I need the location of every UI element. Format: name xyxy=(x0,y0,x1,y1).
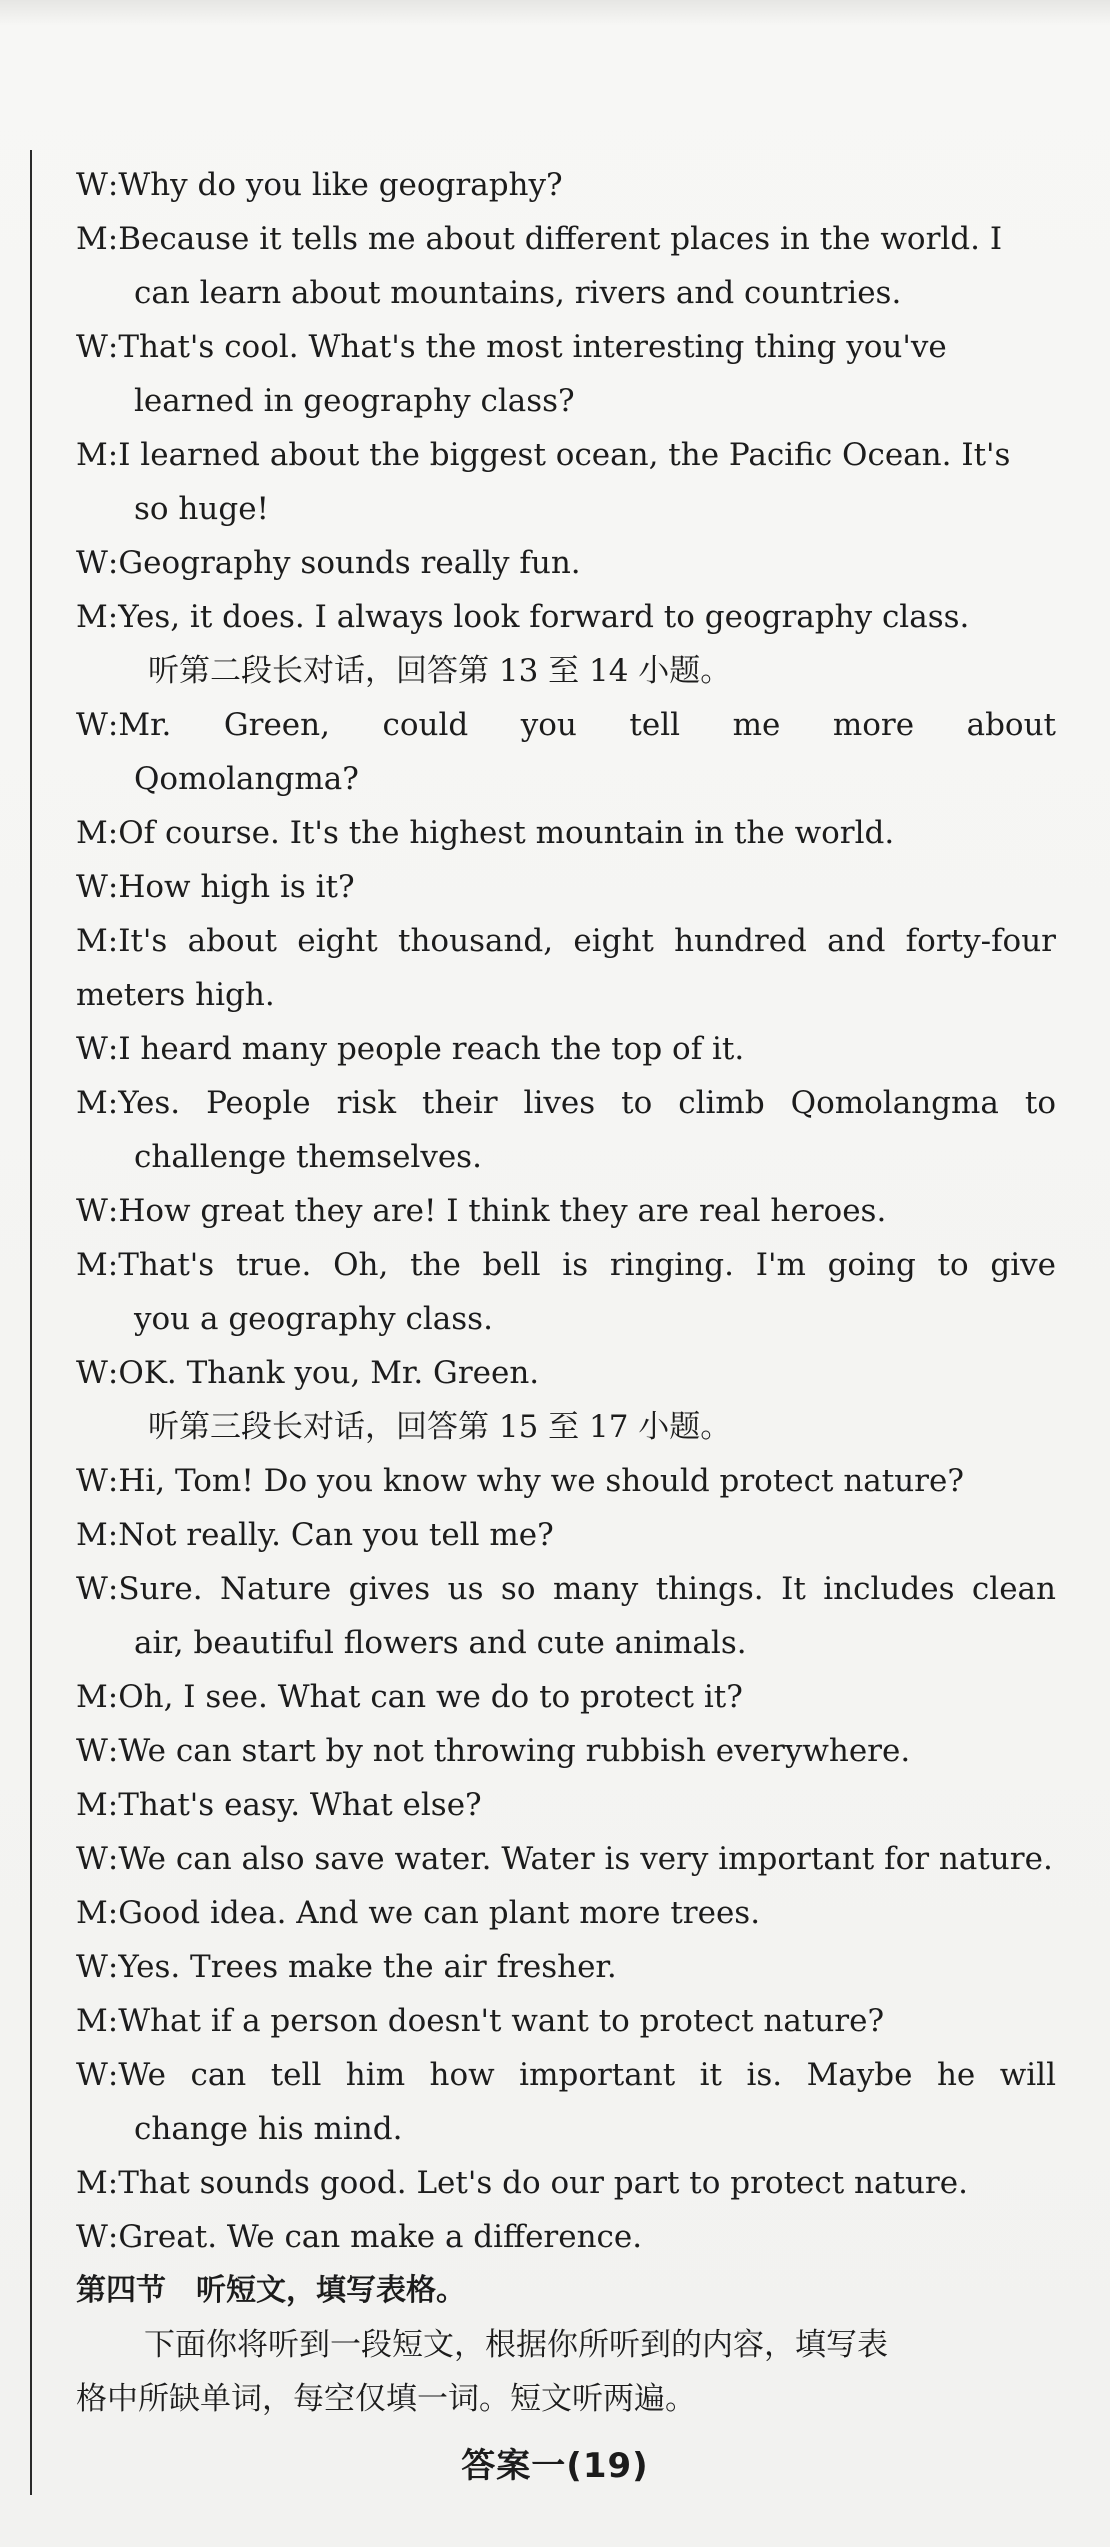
speaker-colon: : xyxy=(107,2219,119,2255)
speaker-label: W xyxy=(76,329,108,365)
dialog-line xyxy=(76,320,1056,374)
speaker-colon: : xyxy=(107,2165,119,2201)
listening-transcript xyxy=(76,158,1056,2264)
speaker-label: M xyxy=(76,1787,108,1823)
dialog-text: We can start by not throwing rubbish everywhere. xyxy=(118,1733,911,1769)
dialog-text: Because it tells me about different places in the world. I xyxy=(118,221,1003,257)
dialog-text: Yes. Trees make the air fresher. xyxy=(118,1949,617,1985)
speaker-label: M xyxy=(76,1895,108,1931)
dialog-text: Yes, it does. I always look forward to geography class. xyxy=(118,599,970,635)
speaker-label: W xyxy=(76,1193,108,1229)
directions-line-2: 格中所缺单词，每空仅填一词。短文听两遍。 xyxy=(76,2381,696,2417)
speaker-colon: : xyxy=(107,545,119,581)
speaker-label: W xyxy=(76,545,108,581)
dialog-text: That's cool. What's the most interesting thing you've xyxy=(118,329,947,365)
speaker-label: M xyxy=(76,221,108,257)
dialog-text: Geography sounds really fun. xyxy=(118,545,581,581)
speaker-colon: : xyxy=(107,1031,119,1067)
dialog-line xyxy=(76,1670,1056,1724)
speaker-label: W xyxy=(76,869,108,905)
dialog-line xyxy=(76,428,1056,482)
speaker-colon: : xyxy=(107,599,119,635)
dialog-text: Good idea. And we can plant more trees. xyxy=(118,1895,761,1931)
dialog-text: That's true. Oh, the bell is ringing. I'm going to give xyxy=(118,1247,1056,1283)
dialog-text: We can tell him how important it is. Maybe he will xyxy=(118,2057,1056,2093)
dialog-continuation: can learn about mountains, rivers and countries. xyxy=(134,275,902,311)
speaker-label: W xyxy=(76,707,108,743)
dialog-text: Mr. Green, could you tell me more about xyxy=(118,707,1056,743)
dialog-line xyxy=(76,1940,1056,1994)
speaker-colon: : xyxy=(107,923,119,959)
dialog-line xyxy=(76,1724,1056,1778)
dialog-text: I learned about the biggest ocean, the Pacific Ocean. It's xyxy=(118,437,1011,473)
speaker-colon: : xyxy=(107,1679,119,1715)
dialog-line xyxy=(76,1508,1056,1562)
dialog-line xyxy=(76,1778,1056,1832)
speaker-colon: : xyxy=(107,1463,119,1499)
speaker-colon: : xyxy=(107,869,119,905)
dialog-text: How high is it? xyxy=(118,869,355,905)
dialog-line xyxy=(76,2048,1056,2102)
dialog-continuation: you a geography class. xyxy=(134,1301,493,1337)
dialog-line xyxy=(76,914,1056,968)
dialog-text: How great they are! I think they are real heroes. xyxy=(118,1193,887,1229)
dialog-text: Yes. People risk their lives to climb Qomolangma to xyxy=(118,1085,1056,1121)
directions-line-1: 下面你将听到一段短文，根据你所听到的内容，填写表 xyxy=(144,2327,888,2363)
speaker-colon: : xyxy=(107,1949,119,1985)
dialog-continuation: air, beautiful flowers and cute animals. xyxy=(134,1625,747,1661)
dialog-continuation: meters high. xyxy=(76,977,275,1013)
speaker-colon: : xyxy=(107,1571,119,1607)
speaker-colon: : xyxy=(107,1841,119,1877)
dialog-continuation: challenge themselves. xyxy=(134,1139,482,1175)
dialog-line xyxy=(76,158,1056,212)
dialog-line xyxy=(76,1022,1056,1076)
dialog-text: Not really. Can you tell me? xyxy=(118,1517,554,1553)
speaker-label: W xyxy=(76,2219,108,2255)
speaker-label: M xyxy=(76,1679,108,1715)
dialog-text: That's easy. What else? xyxy=(118,1787,482,1823)
dialog-text: That sounds good. Let's do our part to protect nature. xyxy=(118,2165,968,2201)
dialog-text: What if a person doesn't want to protect nature? xyxy=(118,2003,885,2039)
dialog-line xyxy=(76,1454,1056,1508)
speaker-colon: : xyxy=(107,221,119,257)
dialog-line xyxy=(76,536,1056,590)
speaker-colon: : xyxy=(107,1787,119,1823)
dialog-line xyxy=(76,2156,1056,2210)
speaker-colon: : xyxy=(107,1895,119,1931)
dialog-text: Of course. It's the highest mountain in the world. xyxy=(118,815,895,851)
dialog-text: Great. We can make a difference. xyxy=(118,2219,643,2255)
speaker-colon: : xyxy=(107,1355,119,1391)
dialog-text: Why do you like geography? xyxy=(118,167,563,203)
speaker-colon: : xyxy=(107,1247,119,1283)
dialog-text: Sure. Nature gives us so many things. It includes clean xyxy=(118,1571,1056,1607)
dialog-text: Hi, Tom! Do you know why we should protect nature? xyxy=(118,1463,964,1499)
speaker-colon: : xyxy=(107,815,119,851)
speaker-colon: : xyxy=(107,1085,119,1121)
dialog-line xyxy=(76,806,1056,860)
dialog-line xyxy=(76,590,1056,644)
section-instruction: 听第二段长对话，回答第 13 至 14 小题。 xyxy=(148,653,732,689)
section-instruction: 听第三段长对话，回答第 15 至 17 小题。 xyxy=(148,1409,732,1445)
dialog-text: We can also save water. Water is very important for nature. xyxy=(118,1841,1053,1877)
dialog-line xyxy=(76,1346,1056,1400)
speaker-label: W xyxy=(76,2057,108,2093)
dialog-line xyxy=(76,1832,1056,1886)
dialog-text: OK. Thank you, Mr. Green. xyxy=(118,1355,540,1391)
speaker-colon: : xyxy=(107,329,119,365)
dialog-text: I heard many people reach the top of it. xyxy=(118,1031,745,1067)
dialog-continuation: learned in geography class? xyxy=(134,383,575,419)
speaker-colon: : xyxy=(107,2057,119,2093)
dialog-line xyxy=(76,1994,1056,2048)
speaker-colon: : xyxy=(107,437,119,473)
speaker-label: M xyxy=(76,923,108,959)
dialog-line xyxy=(76,1184,1056,1238)
speaker-label: W xyxy=(76,1463,108,1499)
dialog-line xyxy=(76,1238,1056,1292)
speaker-label: M xyxy=(76,1247,108,1283)
speaker-colon: : xyxy=(107,2003,119,2039)
speaker-colon: : xyxy=(107,167,119,203)
transcript-body xyxy=(76,158,1056,2426)
page-footer: 答案一(19) xyxy=(461,2446,649,2486)
dialog-line xyxy=(76,2210,1056,2264)
dialog-continuation: change his mind. xyxy=(134,2111,403,2147)
speaker-colon: : xyxy=(107,1517,119,1553)
speaker-label: W xyxy=(76,1355,108,1391)
dialog-line xyxy=(76,1886,1056,1940)
dialog-line xyxy=(76,1562,1056,1616)
dialog-line xyxy=(76,860,1056,914)
dialog-continuation: so huge! xyxy=(134,491,270,527)
speaker-label: M xyxy=(76,815,108,851)
speaker-colon: : xyxy=(107,1193,119,1229)
speaker-label: M xyxy=(76,437,108,473)
dialog-continuation: Qomolangma? xyxy=(134,761,359,797)
speaker-label: W xyxy=(76,1841,108,1877)
speaker-label: W xyxy=(76,167,108,203)
speaker-label: M xyxy=(76,1085,108,1121)
speaker-label: M xyxy=(76,2003,108,2039)
speaker-label: W xyxy=(76,1733,108,1769)
dialog-line xyxy=(76,1076,1056,1130)
speaker-label: W xyxy=(76,1571,108,1607)
dialog-line xyxy=(76,698,1056,752)
speaker-label: M xyxy=(76,1517,108,1553)
speaker-label: W xyxy=(76,1949,108,1985)
section-title: 听短文，填写表格。 xyxy=(196,2273,466,2308)
speaker-label: M xyxy=(76,599,108,635)
speaker-colon: : xyxy=(107,1733,119,1769)
left-margin-rule xyxy=(30,150,32,2495)
section-heading xyxy=(76,2264,1056,2318)
speaker-label: W xyxy=(76,1031,108,1067)
dialog-text: It's about eight thousand, eight hundred and forty-four xyxy=(118,923,1056,959)
section-number: 第四节 xyxy=(76,2273,166,2308)
scan-top-shadow xyxy=(0,0,1110,26)
dialog-text: Oh, I see. What can we do to protect it? xyxy=(118,1679,743,1715)
speaker-label: M xyxy=(76,2165,108,2201)
dialog-line xyxy=(76,212,1056,266)
speaker-colon: : xyxy=(107,707,119,743)
